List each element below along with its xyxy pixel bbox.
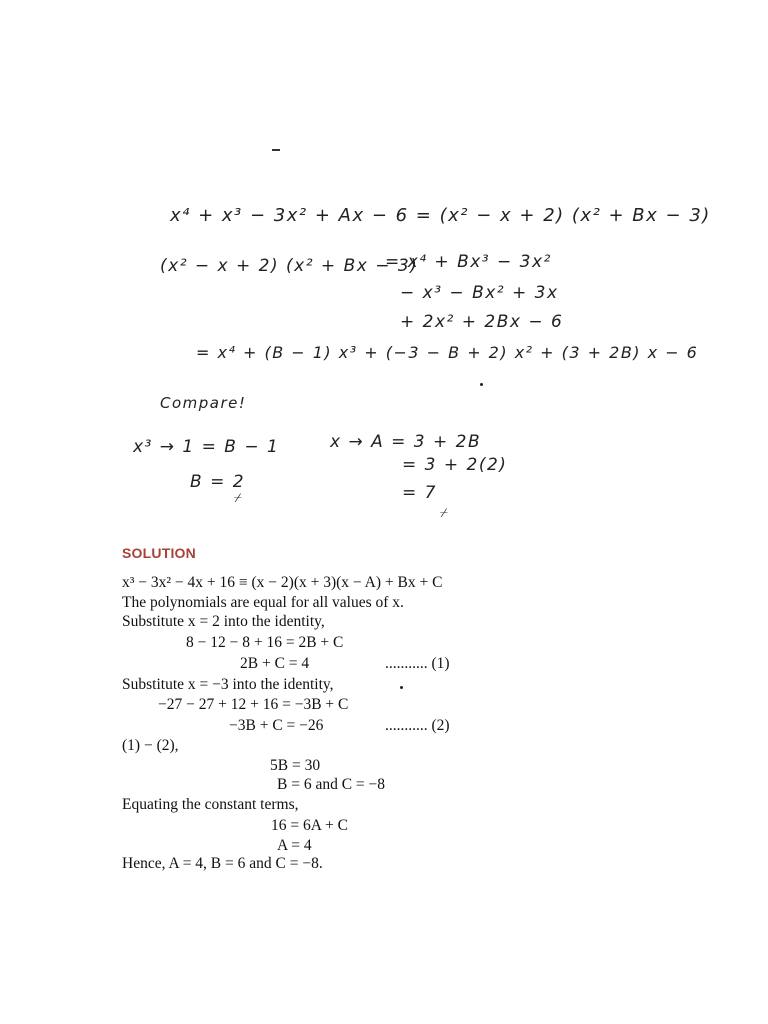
stray-dot [480,383,483,386]
subtract-step: (1) − (2), [122,737,179,754]
handwritten-line-2-left: (x² − x + 2) (x² + Bx − 3) [160,256,419,276]
constant-equation: 16 = 6A + C [271,817,348,834]
final-answer: Hence, A = 4, B = 6 and C = −8. [122,855,323,872]
a-value: A = 4 [277,837,312,854]
five-b-equation: 5B = 30 [270,757,321,774]
substitute-x-neg3: Substitute x = −3 into the identity, [122,676,334,693]
b-done-mark: ⌿ [234,491,242,506]
b-result: B = 2 [190,472,246,492]
handwritten-line-3: − x³ − Bx² + 3x [400,283,559,303]
handwritten-line-1: x⁴ + x³ − 3x² + Ax − 6 = (x² − x + 2) (x² + Bx − 3) [170,205,711,226]
solution-heading: SOLUTION [122,545,196,561]
a-done-mark: ⌿ [440,506,448,521]
handwritten-line-2-right: = x⁴ + Bx³ − 3x² [385,252,552,272]
equation-2: −3B + C = −26 [229,717,324,734]
a-substitution: = 3 + 2(2) [402,455,508,475]
substitute-x-2: Substitute x = 2 into the identity, [122,613,325,630]
equation-x-neg3: −27 − 27 + 12 + 16 = −3B + C [158,696,349,713]
statement-equal-values: The polynomials are equal for all values of x. [122,594,404,611]
compare-label: Compare! [160,394,247,412]
equation-x-2: 8 − 12 − 8 + 16 = 2B + C [186,634,344,651]
stray-dot-2 [400,686,403,689]
identity-line: x³ − 3x² − 4x + 16 ≡ (x − 2)(x + 3)(x − A) + Bx + C [122,574,443,591]
handwritten-line-4: + 2x² + 2Bx − 6 [400,312,564,332]
equation-1: 2B + C = 4 [240,655,310,672]
stray-mark [272,149,280,151]
x-coefficient-compare: x → A = 3 + 2B [330,432,482,452]
handwritten-line-5: = x⁴ + (B − 1) x³ + (−3 − B + 2) x² + (3 + 2B) x − 6 [196,343,699,362]
b-c-values: B = 6 and C = −8 [277,776,386,793]
x3-coefficient-compare: x³ → 1 = B − 1 [133,437,280,457]
equation-1-ref: ........... (1) [385,655,450,672]
a-result: = 7 [402,483,437,503]
equate-constants: Equating the constant terms, [122,796,299,813]
equation-2-ref: ........... (2) [385,717,450,734]
